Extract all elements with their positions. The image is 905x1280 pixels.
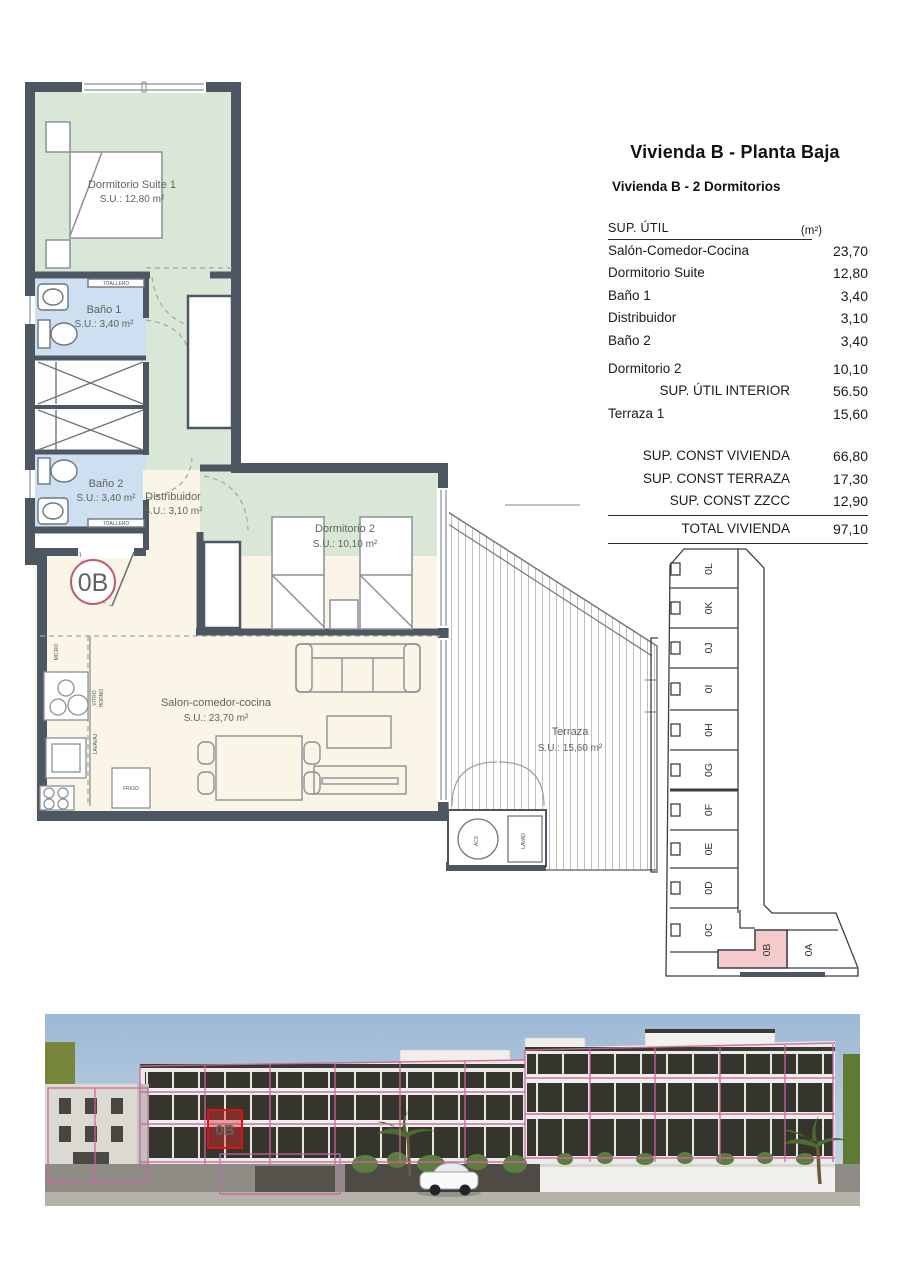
- table-row: [608, 285, 868, 307]
- total-row: [608, 515, 868, 543]
- row-value: 56.50: [832, 383, 868, 400]
- horno-label: HORNO: [99, 688, 105, 708]
- row-label: Terraza 1: [608, 405, 665, 421]
- row-label: Distribuidor: [608, 310, 677, 326]
- svg-text:S.U.: 3,40 m²: S.U.: 3,40 m²: [76, 493, 136, 504]
- row-value: 66,80: [832, 448, 868, 465]
- vitro-label: VITRO: [92, 690, 98, 706]
- keyplan-adjacent-label: 0A: [803, 943, 815, 957]
- row-value: 3,40: [840, 332, 868, 349]
- lavavaj-label: LAVAVAJ: [93, 733, 99, 755]
- svg-text:Distribuidor: Distribuidor: [145, 491, 201, 503]
- table-row: [608, 307, 868, 329]
- table-header-unit: (m²): [800, 225, 822, 237]
- svg-text:0C: 0C: [703, 923, 715, 937]
- right-hedge: [843, 1054, 860, 1172]
- keyplan-unit-labels: [703, 563, 815, 956]
- toallero-label-2: TOALLERO: [102, 521, 130, 527]
- row-label: Dormitorio 2: [608, 360, 682, 376]
- terraza-row: [608, 403, 868, 425]
- svg-text:0L: 0L: [703, 563, 715, 575]
- lavad-label: LAVAD: [521, 833, 527, 849]
- row-value: 17,30: [832, 470, 868, 487]
- keyplan-highlighted-label: 0B: [761, 943, 773, 957]
- keyplan-highlighted-unit: [718, 930, 787, 968]
- micro-label: MICRO: [54, 643, 60, 661]
- keyplan-entry-mark: [740, 972, 825, 977]
- const-row: [608, 445, 868, 467]
- row-value: 12,80: [832, 265, 868, 282]
- row-value: 97,10: [832, 521, 868, 538]
- frigo-label: FRIGO: [123, 786, 139, 792]
- row-value: 12,90: [832, 492, 868, 509]
- row-label: Baño 1: [608, 287, 651, 303]
- row-value: 10,10: [832, 360, 868, 377]
- row-label: SUP. CONST VIVIENDA: [642, 448, 790, 464]
- floorplan-svg: [18, 70, 678, 885]
- row-label: Dormitorio Suite: [608, 265, 705, 281]
- table-row: [608, 240, 868, 262]
- table-row: [608, 262, 868, 284]
- svg-text:0D: 0D: [703, 881, 715, 895]
- svg-text:S.U.: 10,10 m²: S.U.: 10,10 m²: [312, 539, 378, 550]
- render-highlight-label: 0B: [215, 1122, 235, 1139]
- svg-text:0K: 0K: [703, 601, 715, 615]
- keyplan-outline: [666, 549, 858, 976]
- unit-badge: [71, 560, 115, 604]
- table-header-label: SUP. ÚTIL: [608, 221, 669, 235]
- const-block: [608, 445, 868, 544]
- svg-text:0G: 0G: [703, 762, 715, 778]
- hall-closet: [188, 296, 232, 428]
- row-value: 15,60: [832, 405, 868, 422]
- table-row: [608, 330, 868, 352]
- svg-text:S.U.: 3,10 m²: S.U.: 3,10 m²: [143, 506, 203, 517]
- svg-text:S.U.: 3,40 m²: S.U.: 3,40 m²: [74, 319, 134, 330]
- area-table: [608, 220, 868, 544]
- acs-label: ACS: [474, 835, 480, 847]
- row-label: Salón-Comedor-Cocina: [608, 243, 750, 258]
- svg-text:Baño 1: Baño 1: [86, 304, 122, 316]
- row-label: Baño 2: [608, 332, 651, 348]
- keyplan-left-wing: [651, 638, 658, 872]
- svg-text:Salon-comedor-cocina: Salon-comedor-cocina: [160, 697, 272, 709]
- row-value: 3,10: [840, 310, 868, 327]
- svg-text:Dormitorio Suite 1: Dormitorio Suite 1: [87, 179, 177, 191]
- svg-text:0I: 0I: [703, 684, 715, 694]
- svg-text:0F: 0F: [703, 803, 715, 817]
- row-label: SUP. ÚTIL INTERIOR: [659, 383, 790, 399]
- svg-text:Dormitorio 2: Dormitorio 2: [315, 523, 375, 535]
- svg-text:S.U.: 15,60 m²: S.U.: 15,60 m²: [537, 743, 603, 754]
- building-render-photo: [45, 1014, 860, 1206]
- table-row: [608, 358, 868, 380]
- svg-text:Terraza: Terraza: [551, 726, 589, 738]
- row-label: SUP. CONST TERRAZA: [642, 470, 790, 486]
- const-row: [608, 468, 868, 490]
- svg-text:0E: 0E: [703, 842, 715, 856]
- render-highlight: [208, 1110, 242, 1148]
- subtotal-row: [608, 380, 868, 402]
- table-header: [608, 220, 822, 240]
- dorm2-closet: [204, 542, 240, 628]
- svg-text:S.U.: 12,80 m²: S.U.: 12,80 m²: [99, 194, 165, 205]
- const-row: [608, 490, 868, 512]
- page-subtitle: Vivienda B - 2 Dormitorios: [612, 179, 781, 194]
- keyplan-svg: [638, 520, 905, 990]
- svg-text:S.U.: 23,70 m²: S.U.: 23,70 m²: [183, 713, 249, 724]
- row-value: 23,70: [832, 243, 868, 259]
- toallero-label-1: TOALLERO: [102, 281, 130, 287]
- page-title: Vivienda B - Planta Baja: [630, 142, 840, 162]
- svg-text:0B: 0B: [77, 569, 109, 597]
- row-value: 3,40: [840, 287, 868, 304]
- svg-text:Baño 2: Baño 2: [88, 478, 124, 490]
- row-label: TOTAL VIVIENDA: [681, 521, 790, 537]
- svg-text:0H: 0H: [703, 723, 715, 737]
- svg-text:0J: 0J: [703, 642, 715, 654]
- row-label: SUP. CONST ZZCC: [669, 492, 790, 508]
